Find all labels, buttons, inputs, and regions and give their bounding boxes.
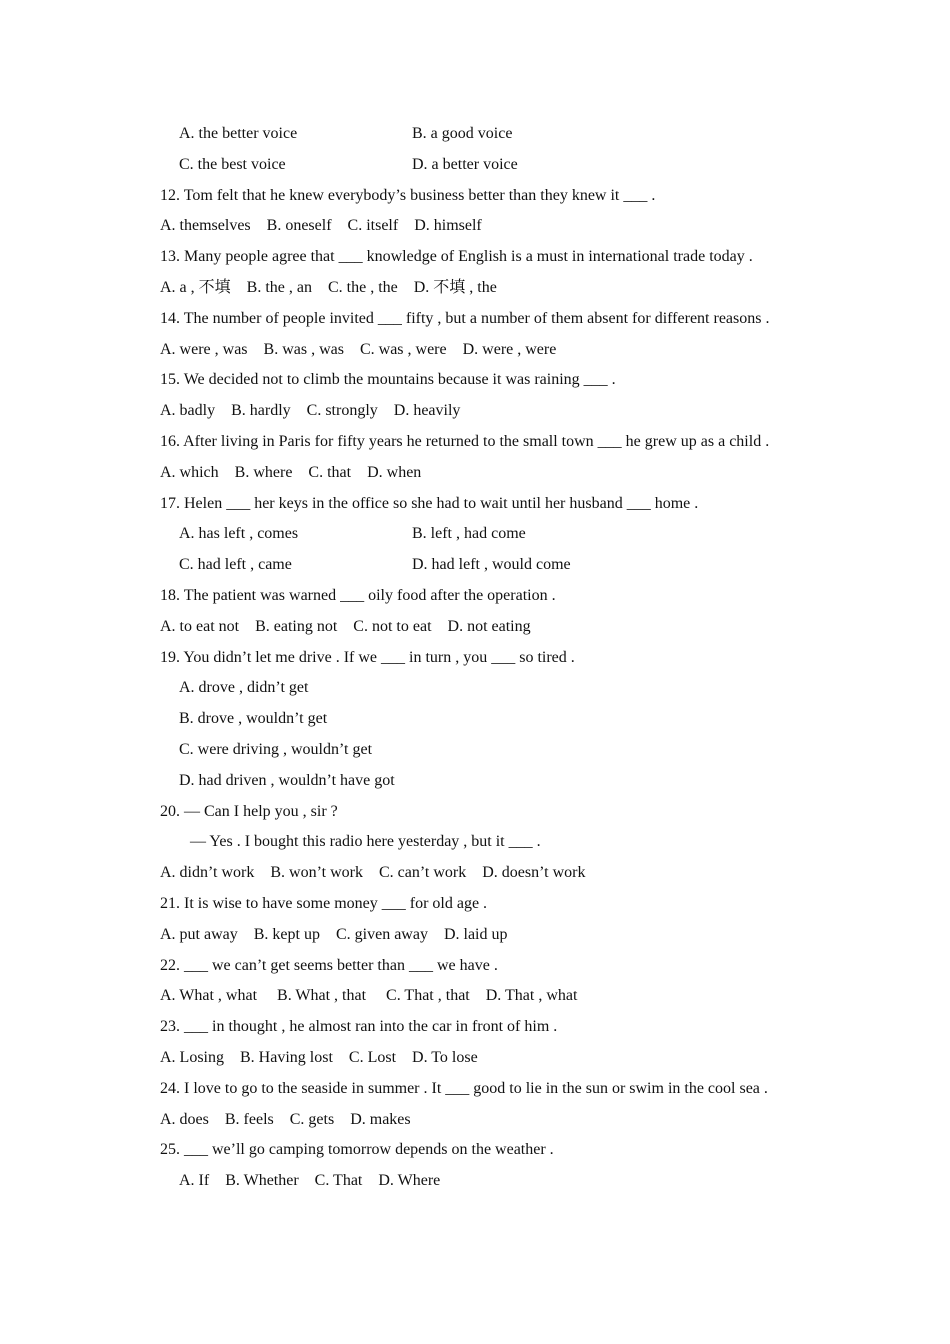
text-line (179, 734, 372, 765)
option-left: A. the better voice (179, 125, 298, 142)
text-line (160, 642, 575, 673)
option-right: B. a good voice (412, 125, 513, 142)
line-text: 25. ___ we’ll go camping tomorrow depends on the weather . (160, 1141, 554, 1159)
line-text: 22. ___ we can’t get seems better than ___ we have . (160, 956, 498, 974)
line-text: A. put away B. kept up C. given away D. laid up (160, 925, 508, 943)
line-text: 18. The patient was warned ___ oily food after the operation . (160, 587, 556, 604)
text-line (160, 272, 497, 303)
line-text: A. What , what B. What , that C. That , that D. That , what (160, 987, 578, 1005)
option-right: B. left , had come (412, 525, 526, 543)
text-line (160, 980, 577, 1011)
line-text: A. themselves B. oneself C. itself D. himself (160, 217, 482, 235)
text-line (179, 672, 308, 703)
text-line (160, 457, 421, 488)
text-line (190, 826, 541, 857)
line-text: A. badly B. hardly C. strongly D. heavily (160, 402, 461, 420)
line-text: A. to eat not B. eating not C. not to eat D. not eating (160, 617, 531, 635)
text-line (160, 303, 769, 334)
line-text: 21. It is wise to have some money ___ for old age . (160, 895, 488, 912)
text-line (160, 1073, 768, 1104)
text-line (160, 888, 487, 919)
text-line (179, 765, 395, 796)
text-line (160, 1134, 554, 1165)
line-text: A. which B. where C. that D. when (160, 463, 422, 481)
option-left: C. had left , came (179, 556, 292, 574)
text-line (179, 549, 571, 580)
line-text: 14. The number of people invited ___ fifty , but a number of them absent for different reasons . (160, 309, 770, 327)
text-line (160, 241, 753, 272)
text-line (179, 149, 518, 180)
line-text: 24. I love to go to the seaside in summer . It ___ good to lie in the sun or swim in the cool sea . (160, 1079, 768, 1097)
option-right: D. had left , would come (412, 556, 571, 574)
text-line (160, 950, 498, 981)
line-text: 13. Many people agree that ___ knowledge of English is a must in international trade today . (160, 248, 753, 266)
text-line (179, 703, 327, 734)
text-line (179, 518, 526, 549)
text-line (160, 210, 482, 241)
text-line (160, 426, 769, 457)
text-line (160, 796, 338, 827)
line-text: — Yes . I bought this radio here yesterday , but it ___ . (190, 833, 541, 851)
text-line (160, 919, 508, 950)
line-text: 15. We decided not to climb the mountains because it was raining ___ . (160, 371, 616, 389)
line-text: A. does B. feels C. gets D. makes (160, 1110, 411, 1128)
option-right: D. a better voice (412, 155, 518, 173)
text-line (160, 395, 460, 426)
text-line (160, 1104, 411, 1135)
line-text: 16. After living in Paris for fifty years he returned to the small town ___ he grew up as a child . (160, 433, 770, 450)
line-text: 19. You didn’t let me drive . If we ___ in turn , you ___ so tired . (160, 648, 575, 666)
line-text: A. were , was B. was , was C. was , were D. were , were (160, 340, 557, 358)
line-text: 17. Helen ___ her keys in the office so she had to wait until her husband ___ home . (160, 494, 699, 512)
text-line (160, 1011, 557, 1042)
text-line (160, 1042, 478, 1073)
line-text: A. a , 不填 B. the , an C. the , the D. 不填 , the (160, 279, 497, 296)
option-left: C. the best voice (179, 155, 286, 173)
text-line (160, 857, 585, 888)
text-line (179, 1165, 440, 1196)
line-text: 20. — Can I help you , sir ? (160, 802, 338, 820)
text-line (160, 334, 556, 365)
line-text: C. were driving , wouldn’t get (179, 741, 373, 758)
line-text: 23. ___ in thought , he almost ran into the car in front of him . (160, 1018, 558, 1036)
text-line (179, 118, 513, 149)
text-line (160, 611, 531, 642)
text-line (160, 488, 698, 519)
line-text: B. drove , wouldn’t get (179, 710, 328, 728)
line-text: A. If B. Whether C. That D. Where (179, 1172, 441, 1190)
line-text: A. didn’t work B. won’t work C. can’t work D. doesn’t work (160, 864, 586, 882)
text-line (160, 180, 655, 211)
line-text: 12. Tom felt that he knew everybody’s business better than they knew it ___ . (160, 186, 656, 204)
line-text: A. drove , didn’t get (179, 679, 309, 697)
option-left: A. has left , comes (179, 525, 299, 543)
line-text: D. had driven , wouldn’t have got (179, 771, 395, 789)
line-text: A. Losing B. Having lost C. Lost D. To lose (160, 1049, 478, 1066)
text-line (160, 364, 616, 395)
text-line (160, 580, 556, 611)
